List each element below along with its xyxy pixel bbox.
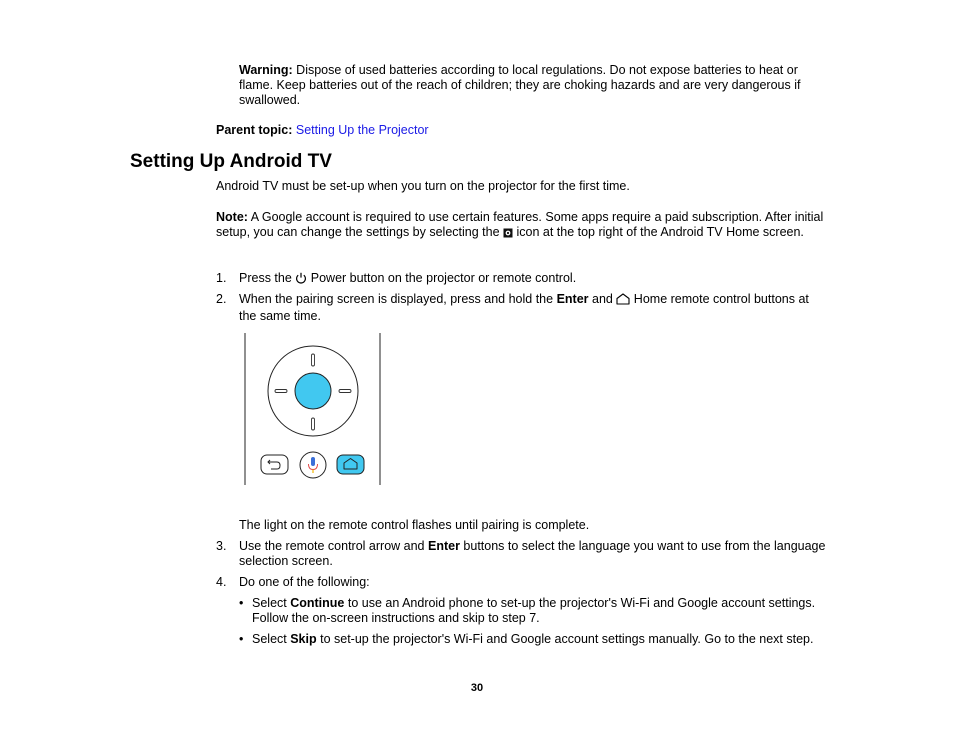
- microphone-icon: [300, 452, 326, 478]
- bullet-2-bold: Skip: [290, 632, 317, 646]
- note-text-1: A Google account is required to use certain features. Some apps require a paid subscription. After initial setup, you can change the settings by selecting the: [216, 210, 824, 239]
- step-3: [239, 539, 829, 569]
- step-2-text-2: and: [588, 292, 617, 306]
- page-number: 30: [470, 682, 484, 694]
- warning-paragraph: [239, 63, 819, 108]
- step-3-bold: Enter: [427, 539, 460, 553]
- intro-paragraph: Android TV must be set-up when you turn on the projector for the first time.: [216, 179, 630, 193]
- bullet-2-text-1: Select: [252, 632, 291, 646]
- step-4: Do one of the following:: [239, 575, 370, 589]
- step-3-text-1: Use the remote control arrow and: [239, 539, 428, 553]
- step-2-text-1: When the pairing screen is displayed, press and hold the: [239, 292, 557, 306]
- pairing-note: The light on the remote control flashes until pairing is complete.: [239, 518, 590, 532]
- section-heading: Setting Up Android TV: [130, 151, 332, 172]
- bullet-1-mark: •: [239, 596, 244, 610]
- bullet-1-bold: Continue: [290, 596, 345, 610]
- note-label: Note:: [216, 210, 248, 224]
- back-icon: [261, 455, 288, 474]
- bullet-2: [252, 632, 827, 647]
- warning-label: Warning:: [239, 63, 293, 77]
- parent-topic-link[interactable]: Setting Up the Projector: [295, 123, 429, 137]
- enter-button: [295, 373, 331, 409]
- settings-icon: [503, 227, 513, 242]
- bullet-1: [252, 596, 827, 626]
- step-4-number: 4.: [216, 575, 227, 589]
- step-2-text-3: Home remote control buttons at the same time.: [239, 292, 809, 323]
- warning-text: Dispose of used batteries according to local regulations. Do not expose batteries to heat or flame. Keep batteries out of the reach of children; they are choking hazards and are very dangerous if swallowed.: [239, 63, 801, 107]
- bullet-2-text-2: to set-up the projector's Wi-Fi and Google account settings manually. Go to the next step.: [316, 632, 814, 646]
- bullet-2-mark: •: [239, 632, 244, 646]
- home-button: [337, 455, 364, 474]
- step-1-number: 1.: [216, 271, 227, 285]
- bullet-1-text-2: to use an Android phone to set-up the projector's Wi-Fi and Google account settings. Follow the on-screen instructions and skip to step 7.: [252, 596, 816, 625]
- parent-topic-label: Parent topic:: [216, 123, 293, 137]
- note-paragraph: [216, 210, 826, 242]
- note-text-2: icon at the top right of the Android TV Home screen.: [513, 225, 804, 239]
- step-3-text-2: buttons to select the language you want to use from the language selection screen.: [239, 539, 826, 568]
- step-2-bold: Enter: [556, 292, 589, 306]
- step-2: [239, 292, 829, 324]
- home-icon: [616, 293, 630, 309]
- bullet-1-text-1: Select: [252, 596, 291, 610]
- step-3-number: 3.: [216, 539, 227, 553]
- step-2-number: 2.: [216, 292, 227, 306]
- step-1-text-2: Power button on the projector or remote control.: [307, 271, 577, 285]
- step-1-text-1: Press the: [239, 271, 296, 285]
- parent-topic: [216, 123, 429, 138]
- power-icon: [295, 272, 307, 288]
- step-1: [239, 271, 829, 288]
- remote-illustration: [240, 330, 385, 492]
